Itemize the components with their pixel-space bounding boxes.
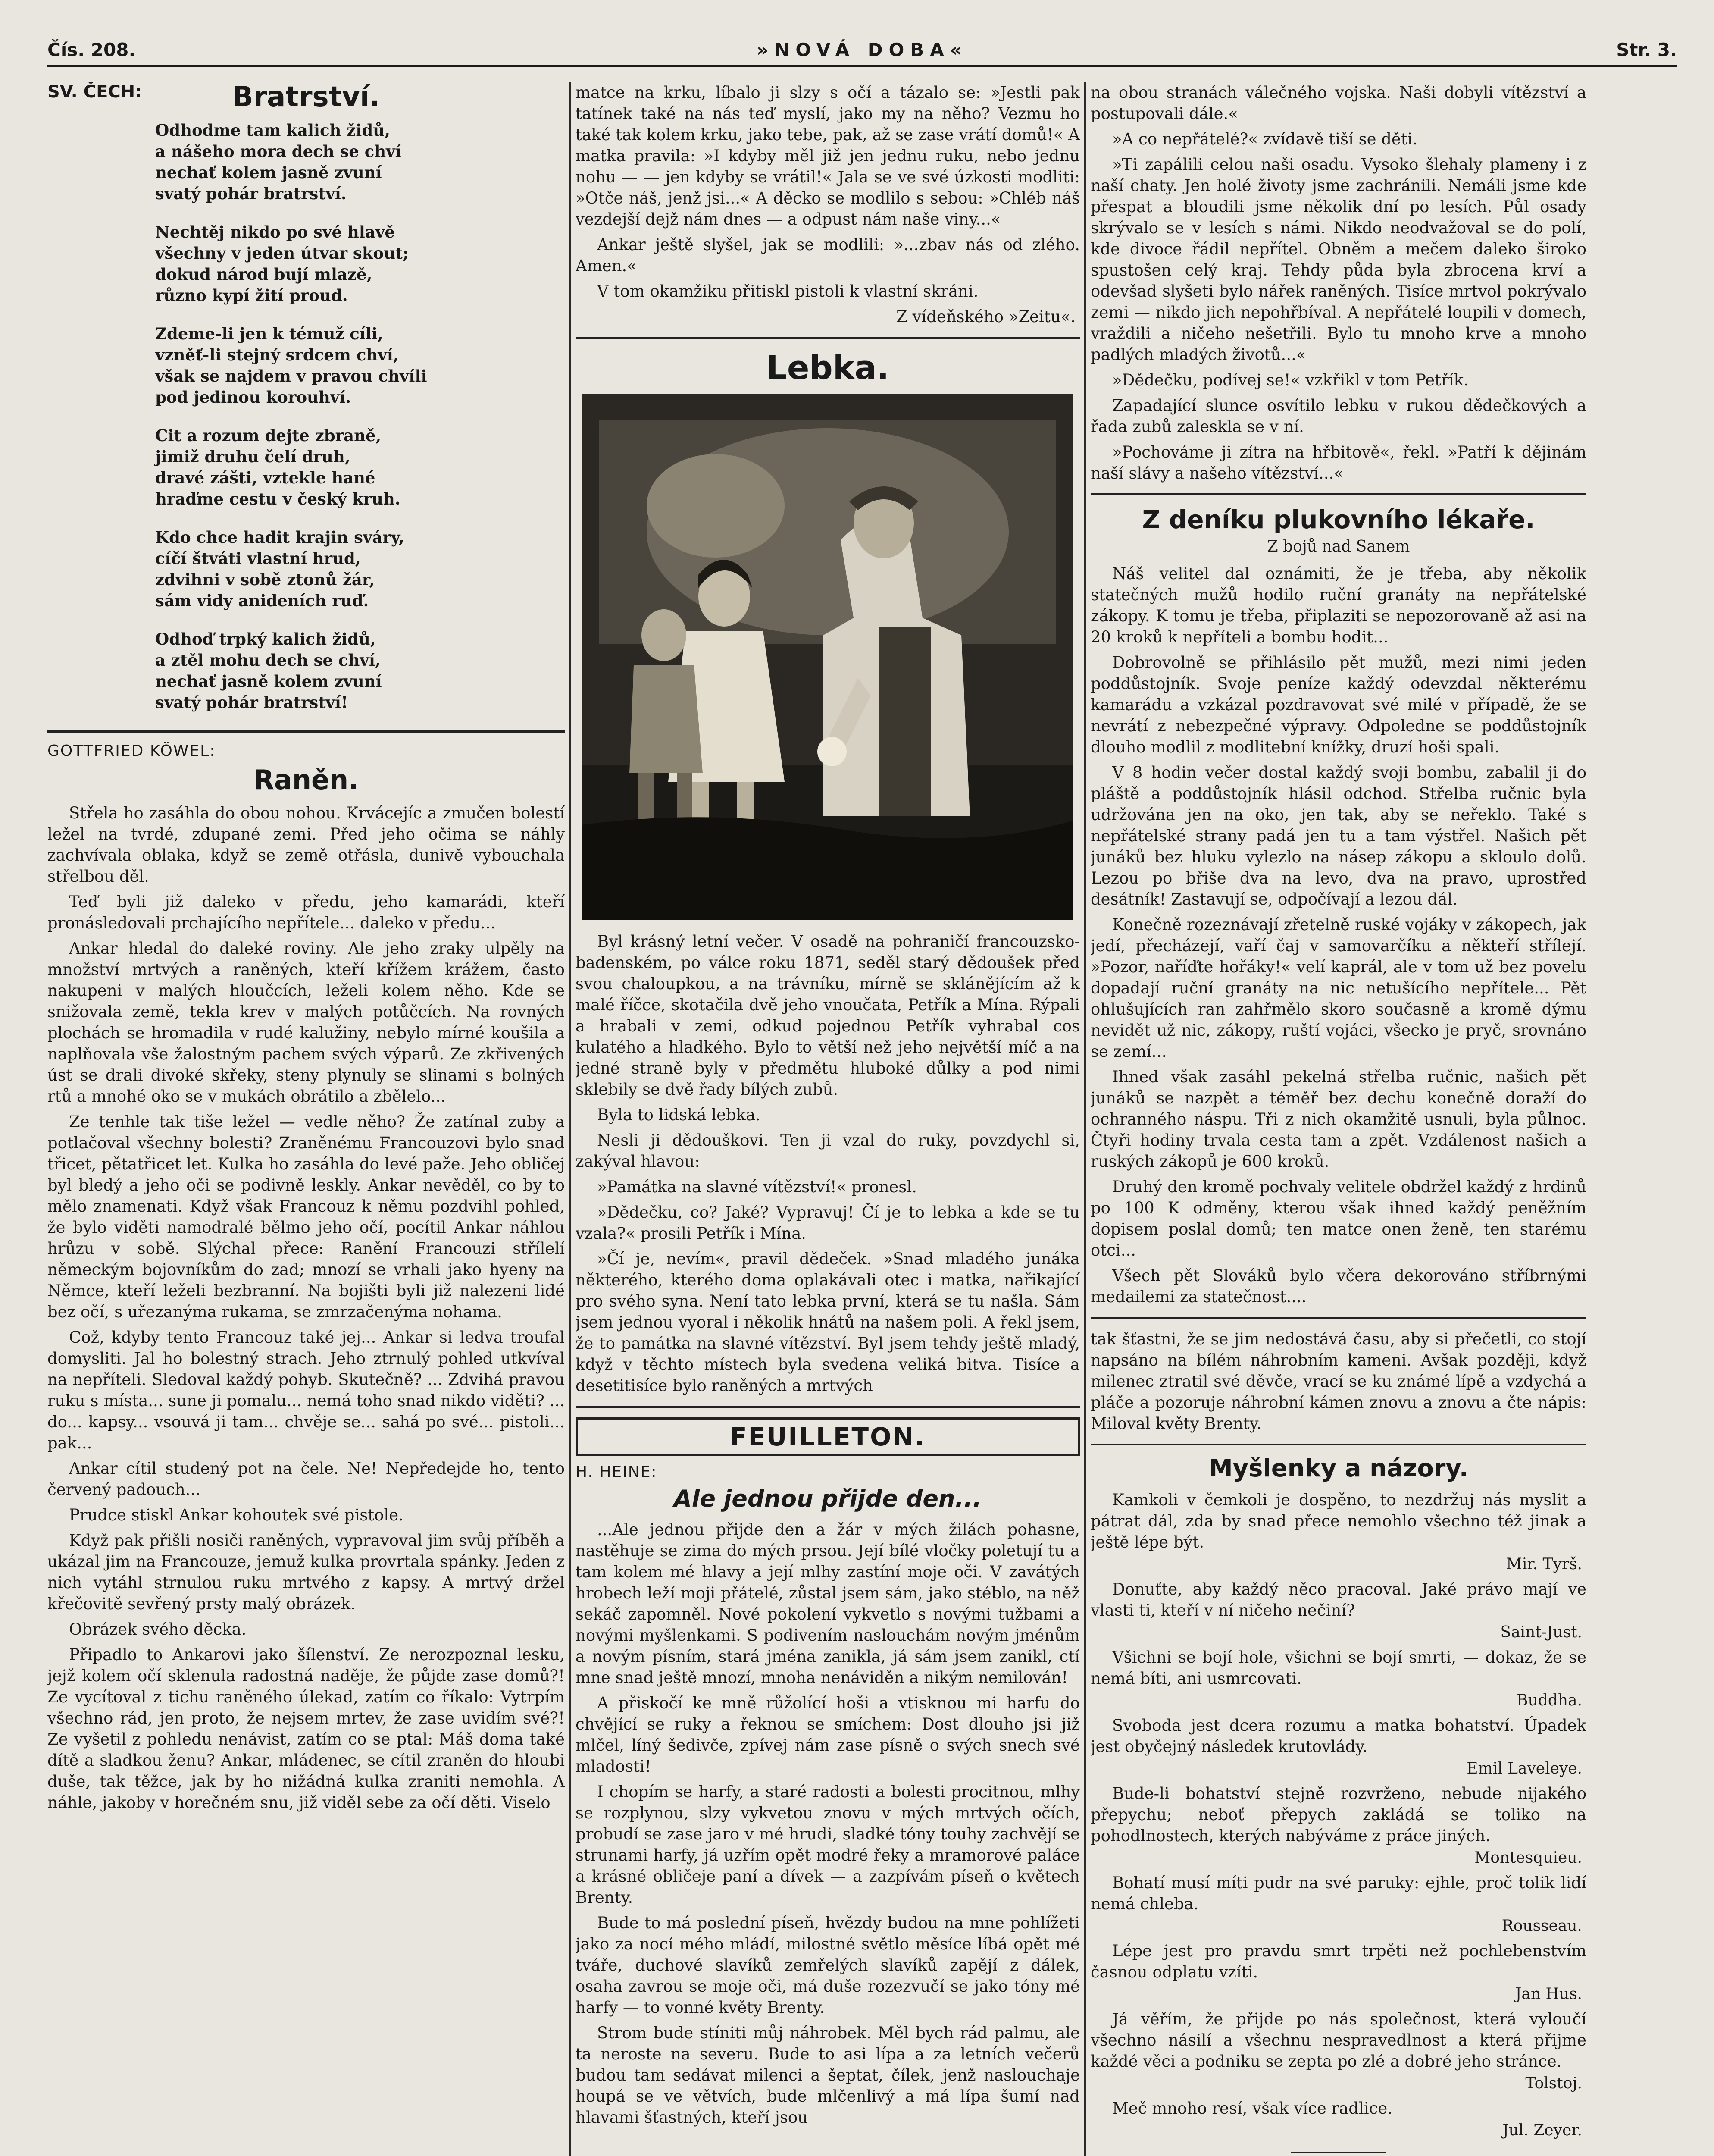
poem-line: pod jedinou korouhví. <box>155 388 351 407</box>
poem-stanza <box>155 323 565 408</box>
illustration-grandfather-children <box>582 394 1073 920</box>
quote-author: Jul. Zeyer. <box>1502 2122 1582 2139</box>
poem-author: SV. ČECH: <box>47 82 142 102</box>
heine-paragraph: I chopím se harfy, a staré radosti a bolesti procitnou, mlhy se rozplynou, slzy vykvetou znovu v mých mrtvých očích, probudí se zase jaro v mé hrudi, sladké tóny touhy zachvějí se strunami harfy, já uzřím opět modré řeky a mramorové paláce a krásné obličeje paní a dívek — a zazpívám píseň o květech Brenty. <box>576 1783 1080 1907</box>
poem-line: Zdeme-li jen k témuž cíli, <box>155 324 383 343</box>
story-ranen-continuation <box>576 82 1080 302</box>
quote-author: Saint-Just. <box>1500 1623 1582 1641</box>
story-paragraph: Ankar ještě slyšel, jak se modlili: »...zbav nás od zlého. Amen.« <box>576 235 1080 275</box>
quote-author: Mir. Tyrš. <box>1506 1555 1582 1573</box>
quote-text: Všichni se bojí hole, všichni se bojí smrti, — dokaz, že se nemá bíti, ani usmrcovati. <box>1091 1648 1586 1688</box>
heine-paragraph: A přiskočí ke mně růžolící hoši a vtisknou mi harfu do chvějící se ruky a řeknou se smíchem: Dost dlouho jsi již mlčel, líný šedivče, zpívej nám zase písně o svých snech své mladosti! <box>576 1694 1080 1776</box>
story-paragraph: Ze tenhle tak tiše ležel — vedle něho? Že zatínal zuby a potlačoval všechny bolesti? Zraněnému Francouzovi bylo snad třicet, pětatřicet let. Kulka ho zasáhla do levé paže. Jeho obličej byl bledý a jeho oči se podivně leskly. Ankar nevěděl, co by to mělo znamenati. Když však Francouz k němu pozdvihl pohled, že bylo viděti namodralé bělmo jeho očí, pocítil Ankar náhlou hrůzu v sobě. Slýchal přece: Ranění Francouzi střílelí německým bojovníkům do zad; mnozí se vrhali jako hyeny na Němce, kteří leželi bezbranní. Na bojišti byli již nalezeni lidé bez očí, s uřezanýma rukama, se zmrzačenýma nohama. <box>47 1112 565 1321</box>
diary-body <box>1091 563 1586 1307</box>
thoughts-title: Myšlenky a názory. <box>1208 1454 1469 1482</box>
heine-paragraph: Bude to má poslední píseň, hvězdy budou na mne pohlížeti jako za nocí mého mládí, milostné světlo měsíce líbá opět mé tváře, duchové slavíků zemřelých slavíků zapějí z dálek, osaha zavrou se moje oči, má duše rozezvučí se jako tóny mé harfy — to vonné květy Brenty. <box>576 1914 1080 2017</box>
quote-text: Kamkoli v čemkoli je dospěno, to nezdržuj nás myslit a pátrat dál, zda by snad přece nemohlo všechno též jinak a ještě lépe být. <box>1091 1491 1586 1551</box>
poem-line: a ztěl mohu dech se chví, <box>155 651 381 670</box>
story-paragraph: Připadlo to Ankarovi jako šílenství. Ze nerozpoznal lesku, jejž kolem očí sklenula radostná naděje, že půjde zase domů?! Ze vycítoval z tichu raněného úlekad, zatím co říkalo: Vytrpím všechno rád, jen proto, že nejsem mrtev, že zase uvidím své?! Ze vyšetil z pohledu nenávist, zatím co se ptal: Máš doma také dítě a sladkou ženu? Ankar, mládenec, se cítil zraněn do hloubi duše, tak těžce, jak by ho nižádná kulka zraniti nemohla. A náhle, jakoby v horečném snu, již viděl sebe za očí děti. Viselo <box>47 1645 565 1812</box>
story-paragraph: matce na krku, líbalo ji slzy s očí a tázalo se: »Jestli pak tatínek také na nás teď myslí, jako my na něho? Vezmu ho také tak kolem krku, jako tebe, pak, až se zase vrátí domů!« A matka pravila: »I kdyby měl již jen jednu ruku, nebo jednu nohu — — jen kdyby se vrátil!« Jala se ve své úzkosti modliti: »Otče náš, jenž jsi...« A děcko se modlilo s sebou: »Chléb náš vezdejší dejž nám dnes — a odpust nám naše viny...« <box>576 83 1080 229</box>
poem-line: Cit a rozum dejte zbraně, <box>155 426 382 445</box>
story-ranen-body <box>47 802 565 1813</box>
diary-paragraph: Konečně rozeznávají zřetelně ruské vojáky v zákopech, jak jedí, přecházejí, vaří čaj v samovarčíku a někteří střílejí. »Pozor, naříďte hořáky!« velí kaprál, ale v tom už bez povelu dopadají ruční granáty na nic netušícího nepřítele... Pět ohlušujících ran zahřmělo skoro současně a kromě dýmu nevidět už nic, zákopy, ruští vojáci, všecko je pryč, srovnáno se zemí... <box>1091 915 1586 1061</box>
masthead <box>47 30 1677 67</box>
poem-line: však se najdem v pravou chvíli <box>155 367 427 385</box>
poem-line: nechať kolem jasně zvuní <box>155 163 382 182</box>
story-paragraph: Když pak přišli nosiči raněných, vypravoval jim svůj příběh a ukázal jim na Francouze, jemuž kulka provrtala spánky. Jeden z nich vytáhl strnulou ruku mrtvého z kapsy. A mrtvý držel křečovitě sevřený prsty malý obrázek. <box>47 1531 565 1613</box>
poem-line: dokud národ bují mlazě, <box>155 265 372 284</box>
lebka-paragraph: »Dědečku, co? Jaké? Vypravuj! Čí je to lebka a kde se tu vzala?« prosili Petřík i Mína. <box>576 1203 1080 1243</box>
quote-text: Já věřím, že přijde po nás společnost, která vyloučí všechno násilí a všechnu nespravedlnost a která přijme každé věci a podniku se zepta po zlé a dobré jeho stránce. <box>1091 2010 1586 2071</box>
diary-subtitle: Z bojů nad Sanem <box>1267 538 1410 555</box>
story-paragraph: Prudce stiskl Ankar kohoutek své pistole. <box>69 1506 403 1524</box>
quote-text: Meč mnoho resí, však více radlice. <box>1112 2099 1392 2118</box>
lebka-paragraph: Zapadající slunce osvítilo lebku v rukou dědečkových a řada zubů zaleskla se v ní. <box>1091 396 1586 436</box>
quote-author: Montesquieu. <box>1474 1849 1582 1867</box>
lebka-body <box>576 931 1080 1396</box>
poem-line: všechny v jeden útvar skout; <box>155 244 409 263</box>
diary-paragraph: Náš velitel dal oznámiti, že je třeba, aby několik statečných mužů hodilo ruční granáty na nepřátelské zákopy. K tomu je třeba, připlaziti se nepozorovaně až asi na 20 kroků k nepříteli a bombu hodit... <box>1091 564 1586 646</box>
column-rule-1 <box>569 82 571 2156</box>
quote-author: Emil Laveleye. <box>1467 1760 1582 1777</box>
end-rule <box>1291 2152 1386 2153</box>
lebka-paragraph: na obou stranách válečného vojska. Naši dobyli vítězství a postupovali dále.« <box>1091 83 1586 123</box>
poem-stanza <box>155 120 565 204</box>
lebka-title: Lebka. <box>766 348 889 387</box>
story-paragraph: Což, kdyby tento Francouz také jej... Ankar si ledva troufal domysliti. Jal ho bolestný strach. Jeho ztrnulý pohled utkvíval na nepříteli. Sledoval každý pohyb. Skutečně? ... Zdvihá pravou ruku s místa... sune ji pomalu... nemá toho snad nikdo viděti? ... do... kapsy... vsouvá ji tam... chvěje se... sahá po své... pistoli... pak... <box>47 1328 565 1452</box>
lebka-paragraph: »Čí je, nevím«, pravil dědeček. »Snad mladého junáka některého, kterého doma oplakávali otec i matka, nařikající pro svého syna. Není tato lebka první, která se tu našla. Sám jsem jednou vyoral i několik hnátů na našem poli. A řekl jsem, že to památka na slavné vítězství. Byl jsem tehdy ještě mladý, když v těchto místech byla svedena veliká bitva. Tisíce a desetitisíce bylo raněných a mrtvých <box>576 1250 1080 1395</box>
diary-paragraph: V 8 hodin večer dostal každý svoji bombu, zabalil ji do pláště a poddůstojník hlásil odchod. Střelba ručnic byla udržována jen na oko, jen tak, aby se neřeklo. Také s nepřátelské strany padá jen tu a tam výstřel. Našich pět junáků bez hluku vylezlo na násep zákopu a skloulo dolů. Lezou po břiše dva na levo, dva na pravo, uprostřed desátník! Zastavují se, odpočívají a lezou dál. <box>1091 763 1586 909</box>
lebka-paragraph: »Ti zapálili celou naši osadu. Vysoko šlehaly plameny i z naší chaty. Jen holé životy jsme zachránili. Nemáli jsme kde přespat a bloudili jsme několik dní po lesích. Půl osady skrývalo se v lesích s námi. Nikdo neodvažoval se do polí, kde divoce řádil nepřítel. Obněm a mečem daleko široko spustošen celý kraj. Tehdy půda byla zbrocena krví a odevšad slyšeti bylo nářek raněných. Tisíce mrtvol pokrývalo zemi — nikdo jich nepohřbíval. A nepřátelé loupili v domech, vraždili a ničeho nešetřili. Bylo tu mnoho krve a mnoho padlých mladých životů...« <box>1091 155 1586 364</box>
poem-line: Kdo chce hadit krajin sváry, <box>155 528 404 547</box>
poem-line: Nechtěj nikdo po své hlavě <box>155 222 395 241</box>
poem-line: různo kypí žití proud. <box>155 286 348 305</box>
story-paragraph: Ankar hledal do daleké roviny. Ale jeho zraky ulpěly na množství mrtvých a raněných, kteří křížem krážem, často nakupeni v malých hloučcích, leželi kolem něho. Kde se snižovala země, tekla krev v malých potůčcích. Na rovných plochách se hromadila v rudé kalužiny, nebylo mírné koušila a naplňovala vše žalostným pachem svých výparů. Ze zkřivených úst se drali divoké skřeky, steny plynuly se slinami s bolných rtů a mnohé oko se v mukách obrátilo a zbělelo... <box>47 939 565 1106</box>
poem-line: nechať jasně kolem zvuní <box>155 672 382 691</box>
lebka-paragraph: »Pochováme ji zítra na hřbitově«, řekl. »Patří k dějinám naší slávy a našeho vítězství...« <box>1091 443 1586 483</box>
heine-body <box>576 1519 1080 2128</box>
divider <box>576 1406 1080 1408</box>
poem-stanza <box>155 527 565 611</box>
diary-paragraph: Všech pět Slováků bylo včera dekorováno stříbrnými medailemi za statečnost.... <box>1091 1266 1586 1306</box>
story-paragraph: Teď byli již daleko v předu, jeho kamarádi, kteří pronásledovali prchajícího nepřítele... daleko v předu... <box>47 893 565 932</box>
divider <box>47 730 565 733</box>
divider <box>1091 493 1586 495</box>
heine-paragraph: ...Ale jednou přijde den a žár v mých žilách pohasne, nastěhuje se zima do mých prsou. Její bílé vločky poletují tu a tam kolem mé hlavy a její mlhy zastíní moje oči. V zavátých hrobech leží moji přátelé, zůstal jsem sám, jako stéblo, na něž sekáč zapomněl. Nové pokolení vykvetlo s novými tužbami a novými myšlenkami. S podivením naslouchám novým jménům a novým písním, stará jména zanikla, já sám jsem zanikl, ctí mne snad ještě mnozí, mnoha nenáviděn a nikým nemilován! <box>576 1520 1080 1687</box>
heine-paragraph: Strom bude stíniti můj náhrobek. Měl bych rád palmu, ale ta neroste na severu. Bude to asi lípa a za letních večerů budou tam sedávat milenci a šeptat, čílek, jenž naslouchaje houpá se ve větvích, bude mlčenlivý a má lípa šumí nad hlavami šťastných, kteří jsou <box>576 2024 1080 2127</box>
story-paragraph: Obrázek svého děcka. <box>69 1620 247 1639</box>
story-source: Z vídeňského »Zeitu«. <box>896 307 1076 326</box>
page-number: Str. 3. <box>1616 39 1677 60</box>
story-title: Raněn. <box>253 764 359 796</box>
quote-author: Tolstoj. <box>1525 2075 1582 2092</box>
issue-number: Čís. 208. <box>47 39 136 60</box>
diary-paragraph: Druhý den kromě pochvaly velitele obdržel každý z hrdinů po 100 K odměny, kterou však ihned každý peněžním dopisem poslal domů; ten matce onen ženě, ten starému otci... <box>1091 1178 1586 1260</box>
poem-bratrstvi <box>155 120 565 713</box>
quote-text: Donuťte, aby každý něco pracoval. Jaké právo mají ve vlasti ti, kteří v ní ničeho nečiní? <box>1091 1580 1586 1620</box>
lebka-continuation <box>1091 82 1586 484</box>
poem-line: dravé zášti, vztekle hané <box>155 468 375 487</box>
lebka-paragraph: Byl krásný letní večer. V osadě na pohraničí francouzsko-badenském, po válce roku 1871, seděl starý dědoušek před svou chaloupkou, a na trávníku, mírně se sklánějícím až k malé říčce, skotačila dvě jeho vnoučata, Petřík a Mína. Rýpali a hrabali v zemi, odkud pojednou Petřík vyhrabal cos kulatého a hladkého. Bylo to větší než jeho největší míč a na jedné straně byly v předmětu hluboké důlky a pod nimi sklebily se dvě řady bílých zubů. <box>576 932 1080 1099</box>
divider <box>1091 1444 1586 1445</box>
quote-text: Bohatí musí míti pudr na své paruky: ejhle, proč tolik lidí nemá chleba. <box>1091 1874 1586 1913</box>
story-paragraph: Ankar cítil studený pot na čele. Ne! Nepředejde ho, tento červený padouch... <box>47 1459 565 1499</box>
diary-title: Z deníku plukovního lékaře. <box>1142 505 1535 534</box>
divider <box>1091 1317 1586 1319</box>
story-paragraph: Střela ho zasáhla do obou nohou. Krvácejíc a zmučen bolestí ležel na tvrdé, zdupané zemi. Před jeho očima se náhly zachvívala oblaka, když se země otřásla, dunivě vybouchala střelbou děl. <box>47 804 565 886</box>
lebka-paragraph: »Dědečku, podívej se!« vzkřikl v tom Petřík. <box>1112 371 1469 389</box>
divider <box>576 337 1080 339</box>
lebka-paragraph: Byla to lidská lebka. <box>597 1106 760 1124</box>
column-rule-2 <box>1084 82 1086 2156</box>
column-2 <box>576 82 1080 2156</box>
poem-line: Odhodme tam kalich židů, <box>155 121 390 140</box>
poem-stanza <box>155 222 565 306</box>
story-author: GOTTFRIED KÖWEL: <box>47 742 216 760</box>
lebka-paragraph: Nesli ji dědouškovi. Ten ji vzal do ruky, povzdychl si, zakýval hlavou: <box>576 1131 1080 1171</box>
poem-line: zdvihni v sobě ztonů žár, <box>155 570 375 589</box>
poem-line: Odhoď trpký kalich židů, <box>155 630 376 649</box>
lebka-paragraph: »A co nepřátelé?« zvídavě tiší se děti. <box>1112 130 1418 148</box>
column-3 <box>1091 82 1586 2156</box>
poem-line: svatý pohár bratrství! <box>155 693 348 712</box>
heine-author: H. HEINE: <box>576 1463 657 1481</box>
poem-line: sám vidy anideních ruď. <box>155 591 369 610</box>
quote-author: Jan Hus. <box>1515 1985 1582 2003</box>
newspaper-title: »NOVÁ DOBA« <box>757 39 968 60</box>
quote-author: Buddha. <box>1517 1692 1582 1709</box>
diary-paragraph: Ihned však zasáhl pekelná střelba ručnic, našich pět junáků se nazpět a téměř bez dechu konečně doraží do ochranného náspu. Tři z nich okamžitě usnuli, byla půlnoc. Čtyři hodiny trvala cesta tam a zpět. Vzdálenost našich a ruských zákopů je 600 kroků. <box>1091 1068 1586 1171</box>
poem-line: cíčí štváti vlastní hrud, <box>155 549 361 568</box>
poem-stanza <box>155 629 565 713</box>
poem-line: svatý pohár bratrství. <box>155 184 347 203</box>
feuilleton-heading: FEUILLETON. <box>576 1417 1080 1456</box>
story-paragraph: V tom okamžiku přitiskl pistoli k vlastní skráni. <box>597 282 979 301</box>
quote-text: Lépe jest pro pravdu smrt trpěti než pochlebenstvím časnou odplatu vzíti. <box>1091 1942 1586 1981</box>
poem-stanza <box>155 425 565 510</box>
heine-title: Ale jednou přijde den... <box>674 1485 982 1512</box>
quotes-list <box>1091 1489 1586 2140</box>
poem-line: a nášeho mora dech se chví <box>155 142 401 161</box>
quote-text: Bude-li bohatství stejně rozvrženo, nebude nijakého přepychu; neboť přepych zakládá se toliko na pohodlnostech, kterých nabýváme z práce jiných. <box>1091 1784 1586 1845</box>
quote-text: Svoboda jest dcera rozumu a matka bohatství. Úpadek jest obyčejný následek krutovlády. <box>1091 1716 1586 1756</box>
lebka-paragraph: »Památka na slavné vítězství!« pronesl. <box>597 1178 917 1196</box>
heine-continuation: tak šťastni, že se jim nedostává času, aby si přečetli, co stojí napsáno na bílém náhrobním kameni. Avšak později, když milenec ztratil své děvče, vrací se ku známé lípě a vzdychá a pláče a pozoruje náhrobní kámen znovu a znovu a čte nápis: Miloval květy Brenty. <box>1091 1330 1586 1433</box>
poem-title: Bratrství. <box>232 82 380 113</box>
column-1 <box>47 82 565 2156</box>
poem-line: vzněť-li stejný srdcem chví, <box>155 345 399 364</box>
quote-author: Rousseau. <box>1501 1917 1582 1935</box>
poem-line: jimiž druhu čelí druh, <box>155 447 350 466</box>
poem-line: hraďme cestu v český kruh. <box>155 489 400 508</box>
diary-paragraph: Dobrovolně se přihlásilo pět mužů, mezi nimi jeden poddůstojník. Svoje peníze každý odevzdal některému kamarádu a vzkázal pozdravovat své milé v případě, že se nevrátí z nebezpečné výpravy. Odpoledne se poddůstojník dlouho modlil z modlitební knížky, druzí hoši spali. <box>1091 653 1586 756</box>
illustration-image <box>582 394 1073 920</box>
